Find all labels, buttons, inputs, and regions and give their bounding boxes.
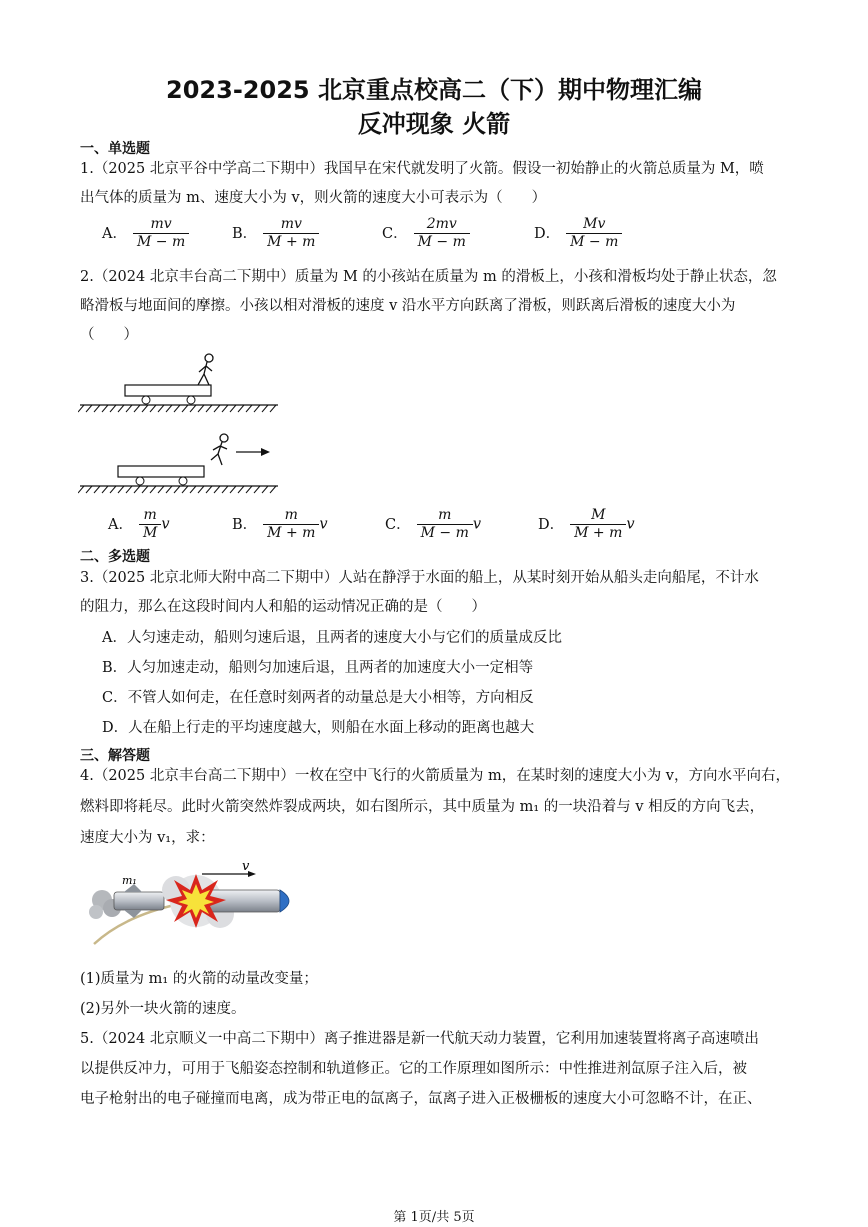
q1-line-2: 出气体的质量为 m、速度大小为 v，则火箭的速度大小可表示为（ ） [80,190,547,206]
q1-option-b: B． $\frac{mv}{M + m}$ [232,216,319,251]
q3-option-a: A．人匀速走动，船则匀速后退，且两者的速度大小与它们的质量成反比 [102,630,562,646]
page-title: 2023-2025 北京重点校高二（下）期中物理汇编 [166,76,702,104]
q3-option-c: C．不管人如何走，在任意时刻两者的动量总是大小相等，方向相反 [102,690,534,706]
q4-rocket-explosion-figure [84,856,306,948]
section-heading-single-choice: 一、单选题 [80,141,150,157]
section-heading-answer: 三、解答题 [80,748,150,764]
q2-option-a: A． $\frac{m}{M}$ v [108,507,170,541]
q3-option-d: D．人在船上行走的平均速度越大，则船在水面上移动的距离也越大 [102,720,535,736]
q5-line-3: 电子枪射出的电子碰撞而电离，成为带正电的氙离子，氙离子进入正极栅板的速度大小可忽略不计，在正、 [80,1091,762,1107]
q4-line-2: 燃料即将耗尽。此时火箭突然炸裂成两块，如右图所示，其中质量为 m₁ 的一块沿着与 v 相反的方向飞去， [80,799,765,815]
q5-line-1: 5.（2024 北京顺义一中高二下期中）离子推进器是新一代航天动力装置，它利用加速装置将离子高速喷出 [80,1031,759,1047]
q4-line-3: 速度大小为 v₁，求： [80,830,215,846]
q1-option-a: A． $\frac{mv}{M - m}$ [102,216,189,251]
q4-fig-v-label: v [242,859,250,874]
q4-fig-m1-label: m₁ [122,874,137,887]
q4-line-1: 4.（2025 北京丰台高二下期中）一枚在空中飞行的火箭质量为 m，在某时刻的速度大小为 v，方向水平向右， [80,768,791,784]
q1-option-c: C． $\frac{2mv}{M - m}$ [382,216,470,251]
q1-option-d: D． $\frac{Mv}{M - m}$ [534,216,622,251]
page-subtitle: 反冲现象 火箭 [357,110,511,138]
q3-line-2: 的阻力，那么在这段时间内人和船的运动情况正确的是（ ） [80,599,486,615]
q3-option-b: B．人匀加速走动，船则匀加速后退，且两者的加速度大小一定相等 [102,660,534,676]
q3-line-1: 3.（2025 北京北师大附中高二下期中）人站在静浮于水面的船上，从某时刻开始从船头走向船尾，不计水 [80,570,759,586]
q4-sub-1: (1)质量为 m₁ 的火箭的动量改变量； [80,971,318,987]
q5-line-2: 以提供反冲力，可用于飞船姿态控制和轨道修正。它的工作原理如图所示：中性推进剂氙原子注入后，被 [80,1061,747,1077]
q1-line-1: 1.（2025 北京平谷中学高二下期中）我国早在宋代就发明了火箭。假设一初始静止的火箭总质量为 M，喷 [80,161,764,177]
q2-option-d: D． $\frac{M}{M + m}$ v [538,507,635,541]
q4-sub-2: (2)另外一块火箭的速度。 [80,1001,246,1017]
page-footer: 第 1页/共 5页 [393,1210,475,1225]
q2-line-1: 2.（2024 北京丰台高二下期中）质量为 M 的小孩站在质量为 m 的滑板上，小孩和滑板均处于静止状态，忽 [80,269,777,285]
q2-line-2: 略滑板与地面间的摩擦。小孩以相对滑板的速度 v 沿水平方向跃离了滑板，则跃离后滑板的速度大小为 [80,298,736,314]
q2-line-3: （ ） [80,327,138,343]
q2-option-b: B． $\frac{m}{M + m}$ v [232,507,328,541]
section-heading-multi-choice: 二、多选题 [80,549,150,565]
q2-option-c: C． $\frac{m}{M - m}$ v [385,507,482,541]
q2-skateboard-figure [78,350,288,500]
